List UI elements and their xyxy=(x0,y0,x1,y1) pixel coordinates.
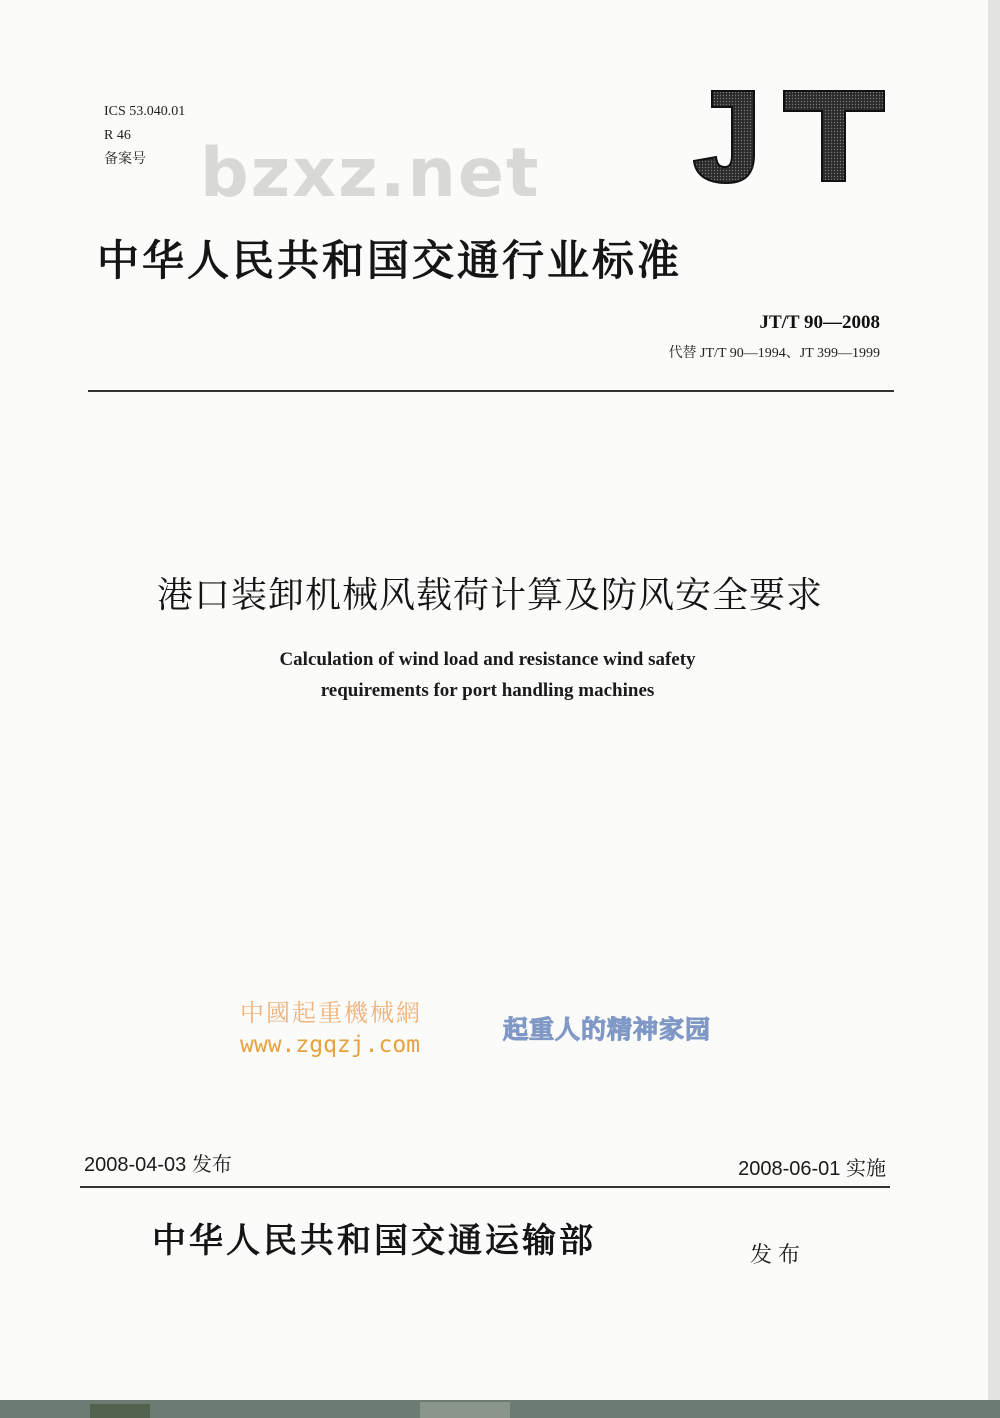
chinese-title: 港口装卸机械风载荷计算及防风安全要求 xyxy=(156,575,823,616)
site-watermark: bzxz.net xyxy=(200,134,541,213)
effective-date: 2008-06-01 实施 xyxy=(738,1158,886,1180)
scan-bottom-strip xyxy=(0,1400,1000,1418)
zgqzj-watermark xyxy=(240,996,466,1066)
classification-block xyxy=(104,100,185,172)
zgqzj-watermark-url: www.zgqzj.com xyxy=(240,1032,421,1058)
english-title-line-2: requirements for port handling machines xyxy=(320,680,655,701)
top-rule xyxy=(88,390,894,392)
english-title-line-1: Calculation of wind load and resistance wind safety xyxy=(279,649,696,670)
issuing-authority: 中华人民共和国交通运输部 xyxy=(152,1221,596,1261)
english-title xyxy=(0,644,975,706)
bottom-rule xyxy=(80,1186,890,1188)
jt-logo xyxy=(692,85,888,185)
ics-code: ICS 53.040.01 xyxy=(104,104,186,119)
replaces-standards: 代替 JT/T 90—1994、JT 399—1999 xyxy=(668,346,880,361)
slogan-watermark: 起重人的精神家园 xyxy=(503,1015,712,1044)
page-edge xyxy=(988,0,1000,1418)
authority-heading: 中华人民共和国交通行业标准 xyxy=(97,236,683,285)
zgqzj-watermark-name: 中國起重機械網 xyxy=(240,999,422,1027)
publish-date: 2008-04-03 发布 xyxy=(84,1154,232,1176)
filing-number-label: 备案号 xyxy=(104,152,146,167)
ccs-code: R 46 xyxy=(104,128,131,143)
standard-number: JT/T 90—2008 xyxy=(759,312,880,333)
issue-verb: 发布 xyxy=(750,1243,807,1268)
